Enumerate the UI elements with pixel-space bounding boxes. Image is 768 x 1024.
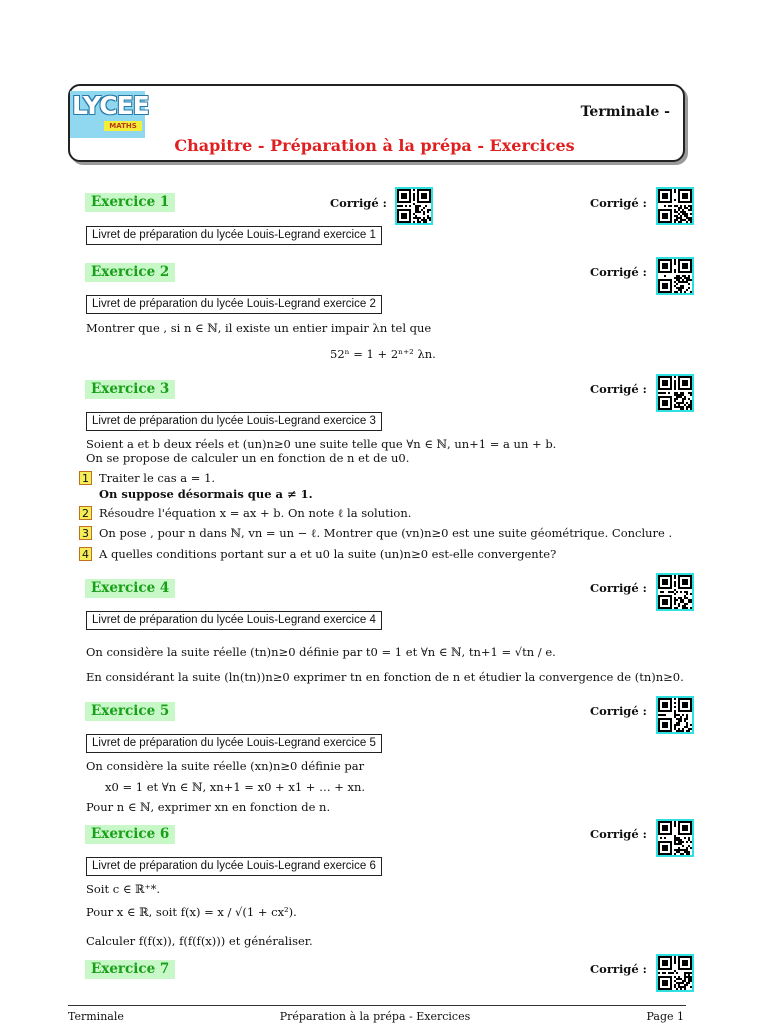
exercise-text: On considère la suite réelle (tn)n≥0 définie par t0 = 1 et ∀n ∈ ℕ, tn+1 = √tn / e. [86,645,556,659]
footer-divider [68,1005,686,1006]
item-text: On pose , pour n dans ℕ, vn = un − ℓ. Montrer que (vn)n≥0 est une suite géométrique. Conclure . [99,526,673,540]
qr-code-icon[interactable] [656,573,694,611]
exercise-text: Soit c ∈ ℝ⁺*. [86,882,161,896]
qr-code-icon[interactable] [656,257,694,295]
corrige-label: Corrigé : [590,962,647,976]
lycee-maths-logo [70,91,149,138]
corrige-label: Corrigé : [590,196,647,210]
exercise-text: En considérant la suite (ln(tn))n≥0 exprimer tn en fonction de n et étudier la convergence de (tn)n≥0. [86,670,684,684]
formula: x0 = 1 et ∀n ∈ ℕ, xn+1 = x0 + x1 + … + xn. [105,780,366,794]
qr-code-icon[interactable] [395,187,433,225]
footer-page-number: Page 1 [646,1010,684,1023]
exercise-5-label: Exercice 5 [85,702,175,721]
exercise-source: Livret de préparation du lycée Louis-Legrand exercice 4 [86,611,382,630]
exercise-6-label: Exercice 6 [85,825,175,844]
footer-left: Terminale [68,1010,124,1023]
exercise-source: Livret de préparation du lycée Louis-Legrand exercice 3 [86,412,382,431]
footer-center: Préparation à la prépa - Exercices [279,1010,471,1023]
corrige-label: Corrigé : [590,382,647,396]
exercise-2-label: Exercice 2 [85,263,175,282]
corrige-label: Corrigé : [590,581,647,595]
qr-code-icon[interactable] [656,819,694,857]
chapter-title: Chapitre - Préparation à la prépa - Exercices [174,136,575,155]
exercise-4-label: Exercice 4 [85,579,175,598]
item-text: Résoudre l'équation x = ax + b. On note ℓ la solution. [99,506,412,520]
qr-code-icon[interactable] [656,954,694,992]
item-text: A quelles conditions portant sur a et u0 la suite (un)n≥0 est-elle convergente? [99,547,557,561]
item-number: 2 [79,506,92,520]
exercise-7-label: Exercice 7 [85,960,175,979]
qr-code-icon[interactable] [656,187,694,225]
exercise-source: Livret de préparation du lycée Louis-Legrand exercice 5 [86,734,382,753]
exercise-source: Livret de préparation du lycée Louis-Legrand exercice 2 [86,295,382,314]
item-number: 1 [79,471,92,485]
logo-subtext: MATHS [104,121,142,131]
qr-code-icon[interactable] [656,374,694,412]
exercise-1-label: Exercice 1 [85,193,175,212]
exercise-source: Livret de préparation du lycée Louis-Legrand exercice 6 [86,857,382,876]
exercise-text: Pour n ∈ ℕ, exprimer xn en fonction de n. [86,800,331,814]
exercise-text: Pour x ∈ ℝ, soit f(x) = x / √(1 + cx²). [86,905,297,919]
exercise-text: On se propose de calculer un en fonction de n et de u0. [86,451,410,465]
corrige-label: Corrigé : [590,827,647,841]
exercise-3-label: Exercice 3 [85,380,175,399]
exercise-text: On considère la suite réelle (xn)n≥0 définie par [86,759,365,773]
exercise-text: Calculer f(f(x)), f(f(f(x))) et généraliser. [86,934,313,948]
formula: 52ⁿ = 1 + 2ⁿ⁺² λn. [330,347,436,361]
item-number: 3 [79,526,92,540]
item-note: On suppose désormais que a ≠ 1. [99,487,313,501]
item-number: 4 [79,547,92,561]
item-text: Traiter le cas a = 1. [99,471,216,485]
corrige-label: Corrigé : [590,265,647,279]
qr-code-icon[interactable] [656,696,694,734]
corrige-label: Corrigé : [590,704,647,718]
logo-text: LYCEE [72,91,149,120]
exercise-source: Livret de préparation du lycée Louis-Legrand exercice 1 [86,226,382,245]
exercise-text: Montrer que , si n ∈ ℕ, il existe un entier impair λn tel que [86,321,432,335]
level-label: Terminale - [580,104,670,120]
exercise-text: Soient a et b deux réels et (un)n≥0 une suite telle que ∀n ∈ ℕ, un+1 = a un + b. [86,437,557,451]
corrige-label: Corrigé : [330,196,387,210]
